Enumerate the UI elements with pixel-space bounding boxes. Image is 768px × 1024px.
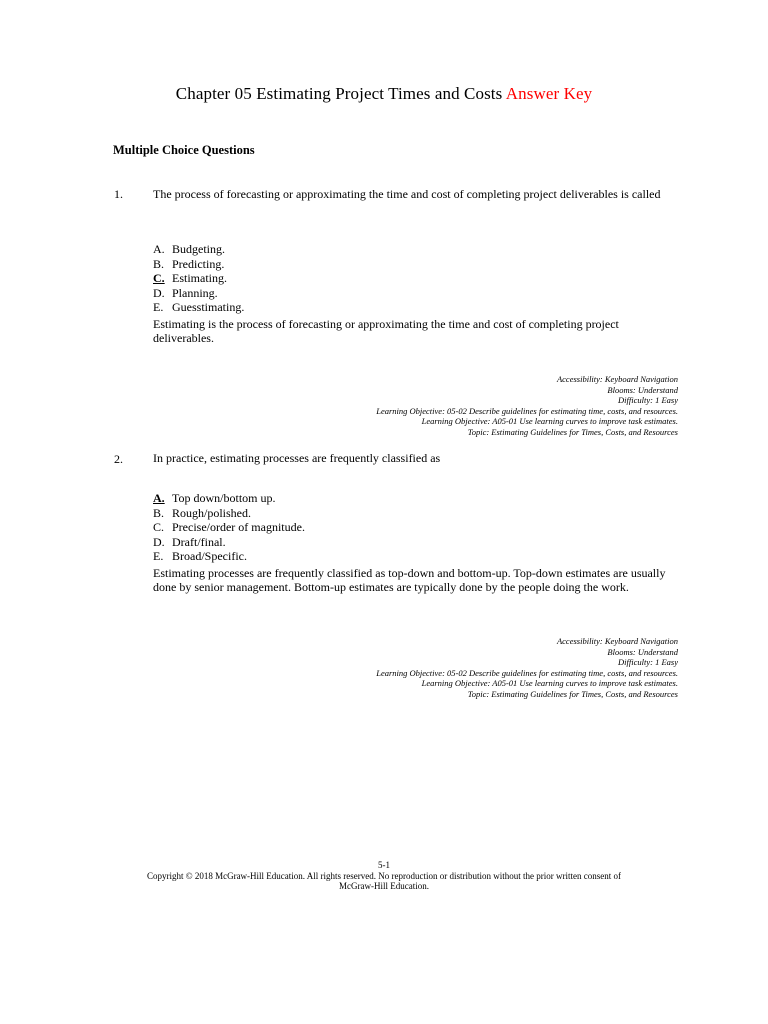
option-text: Estimating.: [172, 271, 227, 285]
meta-learning-objective: Learning Objective: A05-01 Use learning curves to improve task estimates.: [421, 678, 678, 688]
option-letter: E.: [153, 300, 164, 314]
page-footer: [0, 860, 768, 892]
copyright-text: McGraw-Hill Education.: [339, 881, 429, 891]
meta-topic: Topic: Estimating Guidelines for Times, Costs, and Resources: [467, 688, 678, 699]
meta-difficulty: Difficulty: 1 Easy: [618, 657, 678, 667]
option-text: Broad/Specific.: [172, 549, 247, 563]
option-letter: B.: [153, 505, 165, 520]
meta-accessibility: Accessibility: Keyboard Navigation: [556, 636, 678, 646]
page-number: 5-1: [378, 860, 390, 870]
question-number: 2.: [114, 452, 123, 466]
meta-topic: Topic: Estimating Guidelines for Times, Costs, and Resources: [467, 426, 678, 437]
question-metadata: [376, 374, 678, 437]
option-letter: A.: [153, 242, 165, 256]
copyright-text: Copyright © 2018 McGraw-Hill Education. All rights reserved. No reproduction or distribution without the prior written consent of: [146, 870, 621, 881]
correct-option-letter: A.: [153, 491, 165, 505]
question-metadata: [376, 636, 678, 699]
question-text: The process of forecasting or approximating the time and cost of completing project deliverables is called: [153, 187, 661, 201]
option-text: Budgeting.: [172, 242, 225, 256]
answer-option: [153, 257, 244, 272]
answer-option: [153, 300, 244, 315]
meta-difficulty: Difficulty: 1 Easy: [618, 395, 678, 405]
option-text: Guesstimating.: [172, 300, 245, 314]
option-text: Planning.: [172, 285, 218, 300]
correct-option-letter: C.: [153, 271, 165, 285]
answer-option-correct: [153, 271, 244, 286]
answer-option: [153, 242, 244, 257]
answer-option-correct: [153, 491, 305, 506]
option-text: Precise/order of magnitude.: [172, 520, 305, 534]
answer-option: [153, 286, 244, 301]
answer-explanation: Estimating processes are frequently classified as top-down and bottom-up. Top-down estimates are usually done by senior management. Bottom-up estimates are typically done by the people doing the work.: [153, 566, 666, 594]
meta-blooms: Blooms: Understand: [607, 646, 678, 657]
meta-learning-objective: Learning Objective: A05-01 Use learning curves to improve task estimates.: [421, 416, 678, 426]
option-letter: E.: [153, 549, 164, 563]
option-letter: C.: [153, 520, 165, 534]
option-letter: B.: [153, 256, 165, 271]
option-text: Draft/final.: [172, 534, 226, 549]
answer-options: [153, 491, 305, 564]
answer-option: [153, 506, 305, 521]
answer-option: [153, 520, 305, 535]
chapter-title: Chapter 05 Estimating Project Times and Costs: [175, 84, 503, 103]
answer-option: [153, 535, 305, 550]
option-letter: D.: [153, 285, 165, 300]
section-heading: Multiple Choice Questions: [113, 143, 255, 157]
option-text: Rough/polished.: [172, 505, 252, 520]
answer-options: [153, 242, 244, 315]
question-number: 1.: [114, 187, 123, 201]
option-letter: D.: [153, 534, 165, 549]
meta-blooms: Blooms: Understand: [607, 384, 678, 395]
question-text: In practice, estimating processes are frequently classified as: [153, 451, 441, 465]
page-title: [0, 84, 768, 104]
meta-learning-objective: Learning Objective: 05-02 Describe guidelines for estimating time, costs, and resources.: [376, 405, 678, 416]
option-text: Predicting.: [172, 256, 225, 271]
answer-key-label: Answer Key: [505, 84, 593, 103]
answer-option: [153, 549, 305, 564]
answer-explanation: Estimating is the process of forecasting or approximating the time and cost of completing project deliverables.: [153, 317, 619, 345]
option-text: Top down/bottom up.: [172, 491, 276, 505]
meta-learning-objective: Learning Objective: 05-02 Describe guidelines for estimating time, costs, and resources.: [376, 667, 678, 678]
meta-accessibility: Accessibility: Keyboard Navigation: [556, 374, 678, 384]
